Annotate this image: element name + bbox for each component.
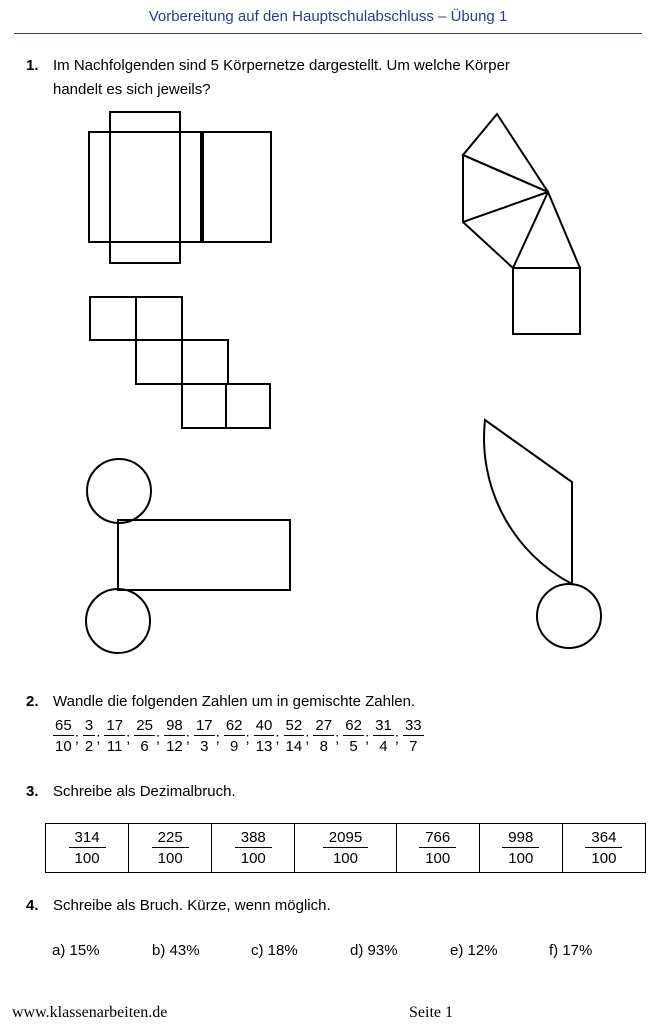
net-cube (90, 297, 270, 428)
task-2-text: Wandle die folgenden Zahlen um in gemischte Zahlen. (53, 693, 416, 710)
part-e: e) 12% (450, 942, 498, 959)
task-4-text: Schreibe als Bruch. Kürze, wenn möglich. (53, 897, 331, 914)
task-2 (26, 690, 415, 714)
footer-website: www.klassenarbeiten.de (12, 1004, 168, 1021)
table-cell: $\frac{314}{100}$ (46, 824, 129, 873)
task-1-text-line1: Im Nachfolgenden sind 5 Körpernetze dargestellt. Um welche Körper (53, 57, 510, 74)
fraction: $\frac{52}{14}$ (285, 717, 303, 755)
decimal-table (45, 823, 646, 873)
table-cell: $\frac{364}{100}$ (562, 824, 645, 873)
task-3-text: Schreibe als Dezimalbruch. (53, 783, 236, 800)
fraction: $\frac{17}{11}$ (106, 717, 124, 755)
task-3 (26, 780, 236, 804)
table-cell: $\frac{998}{100}$ (479, 824, 562, 873)
task-2-number: 2. (26, 693, 39, 710)
fraction: $\frac{17}{3}$ (195, 717, 213, 755)
header-title: Vorbereitung auf den Hauptschulabschluss – Übung 1 (148, 8, 508, 25)
fraction: $\frac{98}{12}$ (166, 717, 183, 755)
fraction: $\frac{25}{6}$ (136, 717, 153, 755)
part-d: d) 93% (350, 942, 398, 959)
table-cell: $\frac{388}{100}$ (212, 824, 295, 873)
fraction: $\frac{65}{10}$ (55, 717, 72, 755)
fraction: $\frac{31}{4}$ (375, 717, 392, 755)
footer-page-number: Seite 1 (409, 1004, 453, 1021)
table-cell: $\frac{2095}{100}$ (295, 824, 396, 873)
fraction: $\frac{40}{13}$ (255, 717, 273, 755)
part-b: b) 43% (152, 942, 200, 959)
task-3-number: 3. (26, 783, 39, 800)
task-2-fractions: $\frac{65}{10}$ ; $\frac{3}{2}$ ; $\frac{17}{11}$ ; $\frac{25}{6}$ ; $\frac{98}{12}$ ; $\frac{17}{3}$ ; $\frac{62}{9}$ ; $\frac{40}{13}$ ; $\frac{52}{14}$ ; $\frac{27}{8}$ ; $\frac{62}{5}$ ; $\frac{31}{4}$ ; $\frac{33}{7}$ (55, 717, 422, 755)
net-cone (484, 420, 601, 648)
part-f: f) 17% (549, 942, 593, 959)
task-1-text-line2: handelt es sich jeweils? (53, 81, 211, 98)
fraction: $\frac{3}{2}$ (84, 717, 94, 755)
table-cell: $\frac{225}{100}$ (129, 824, 212, 873)
fraction: $\frac{27}{8}$ (315, 717, 333, 755)
fraction: $\frac{33}{7}$ (404, 717, 422, 755)
table-row (46, 824, 646, 873)
table-cell: $\frac{766}{100}$ (396, 824, 479, 873)
task-1-number: 1. (26, 57, 39, 74)
fraction: $\frac{62}{5}$ (345, 717, 362, 755)
net-pyramid (463, 114, 580, 334)
task-4-number: 4. (26, 897, 39, 914)
net-cuboid (89, 112, 271, 263)
part-c: c) 18% (251, 942, 298, 959)
task-4 (26, 894, 331, 918)
part-a: a) 15% (52, 942, 100, 959)
net-cylinder (86, 459, 290, 653)
fraction: $\frac{62}{9}$ (225, 717, 243, 755)
